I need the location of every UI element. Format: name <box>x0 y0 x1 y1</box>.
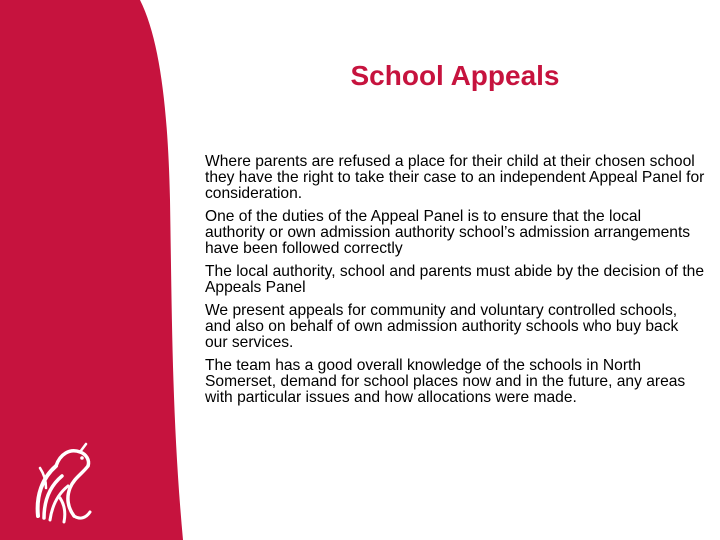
slide-title: School Appeals <box>350 60 560 91</box>
paragraph-panel-duties: One of the duties of the Appeal Panel is to ensure that the local authority or own admission authority school’s admission arrangements have been followed correctly <box>205 208 691 257</box>
slide-body <box>205 154 705 413</box>
griffin-logo-icon <box>30 438 100 528</box>
paragraph-present-appeals: We present appeals for community and voluntary controlled schools, and also on behalf of own admission authority schools who buy back our services. <box>205 302 679 351</box>
paragraph-team-knowledge: The team has a good overall knowledge of the schools in North Somerset, demand for school places now and in the future, any areas with particular issues and how allocations were made. <box>205 357 686 406</box>
paragraph-abide-decision: The local authority, school and parents must abide by the decision of the Appeals Panel <box>205 263 705 296</box>
paragraph-appeal-right: Where parents are refused a place for their child at their chosen school they have the right to take their case to an independent Appeal Panel for consideration. <box>205 153 705 202</box>
